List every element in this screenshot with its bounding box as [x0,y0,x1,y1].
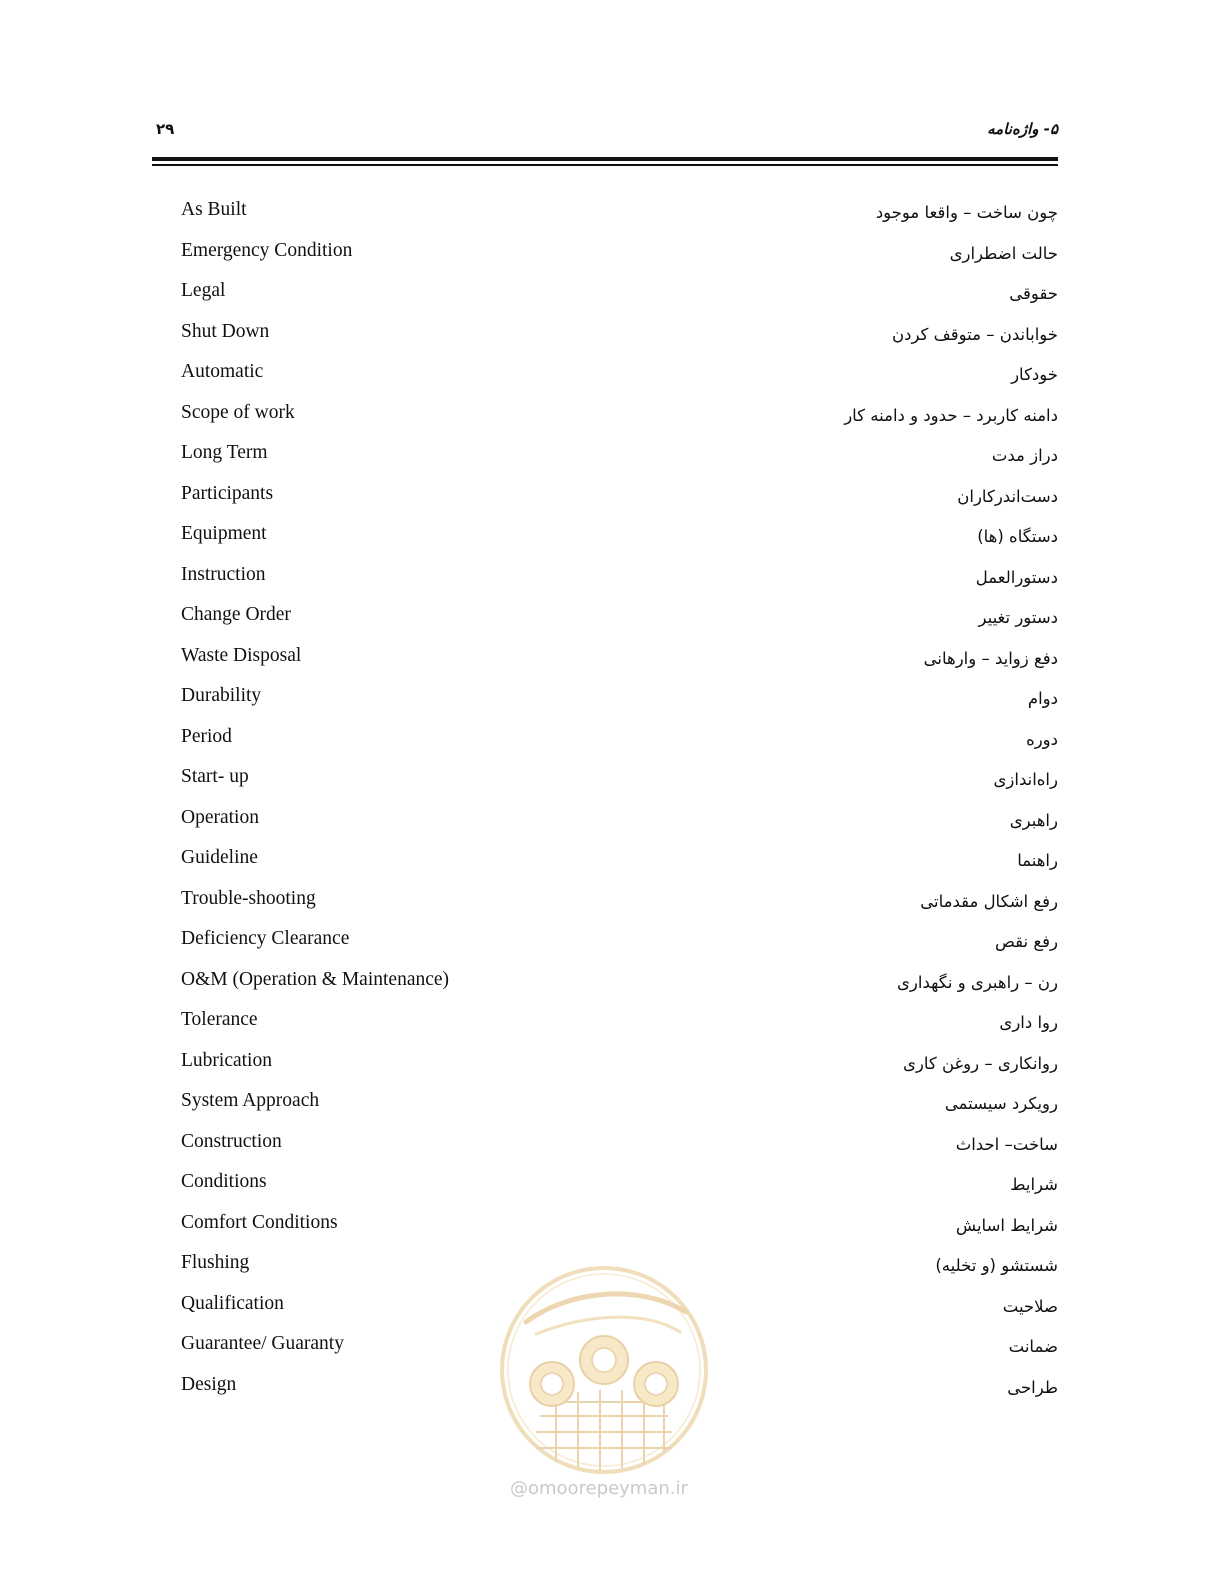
glossary-term-persian: راهبری [1009,810,1058,830]
glossary-term-english: Flushing [181,1252,250,1273]
glossary-term-persian: ساخت– احداث [955,1134,1058,1154]
glossary-row [181,1131,1058,1172]
glossary-term-english: Durability [181,685,262,706]
glossary-term-english: Legal [181,280,226,301]
glossary-term-persian: حالت اضطراری [949,243,1058,263]
glossary-term-persian: راهنما [1017,851,1058,870]
glossary-term-persian: صلاحیت [1002,1296,1058,1316]
glossary-term-persian: راه‌اندازی [993,770,1058,789]
glossary-row [181,442,1058,483]
glossary-row [181,1212,1058,1253]
glossary-term-english: Equipment [181,523,267,544]
glossary-term-persian: دراز مدت [991,446,1058,465]
glossary-term-persian: دستورالعمل [975,567,1058,587]
glossary-term-english: Tolerance [181,1009,258,1030]
glossary-row [181,685,1058,726]
watermark-logo-icon [496,1262,712,1512]
glossary-term-english: Long Term [181,442,268,463]
glossary-term-persian: شرایط [1010,1175,1058,1194]
watermark-site: @omoorepeyman.ir [510,1478,688,1499]
glossary-term-english: Emergency Condition [181,239,353,261]
glossary-term-persian: دفع زواید – وارهانی [923,648,1058,668]
glossary-term-persian: خودکار [1011,365,1058,384]
glossary-term-english: As Built [181,199,247,220]
glossary-term-english: Qualification [181,1292,284,1314]
glossary-term-persian: خواباندن – متوقف کردن [891,324,1058,344]
glossary-term-persian: رویکرد سیستمی [944,1094,1058,1113]
glossary-term-english: Waste Disposal [181,644,302,666]
glossary-term-english: Guideline [181,847,258,868]
glossary-term-english: Construction [181,1130,282,1152]
glossary-term-persian: روانکاری – روغن کاری [902,1053,1058,1073]
glossary-row [181,361,1058,402]
glossary-term-persian: طراحی [1007,1377,1058,1397]
glossary-term-persian: دستگاه (ها) [977,527,1058,546]
glossary-term-persian: دست‌اندرکاران [957,486,1058,506]
glossary-row [181,847,1058,888]
glossary-row [181,1009,1058,1050]
glossary-term-persian: دامنه کاربرد – حدود و دامنه کار [844,405,1058,425]
glossary-row [181,766,1058,807]
glossary-term-persian: حقوقی [1009,284,1058,303]
glossary-row [181,564,1058,605]
glossary-term-persian: رفع اشکال مقدماتی [920,891,1058,911]
glossary-row [181,726,1058,767]
glossary-row [181,604,1058,645]
glossary-term-english: O&M (Operation & Maintenance) [181,968,450,990]
glossary-row [181,280,1058,321]
glossary-term-english: Scope of work [181,401,295,423]
glossary-row [181,1050,1058,1091]
glossary-term-persian: رفع نقص [994,932,1058,951]
glossary-term-english: Period [181,725,232,747]
chapter-title: ۵- واژه‌نامه [987,120,1058,138]
glossary-term-persian: دوام [1027,689,1058,708]
glossary-term-english: Trouble-shooting [181,887,316,909]
glossary-term-english: Participants [181,482,274,504]
glossary-row [181,523,1058,564]
glossary-row [181,1090,1058,1131]
glossary-term-persian: روا داری [999,1013,1058,1032]
page-number: ۲۹ [156,120,175,138]
glossary-term-english: Deficiency Clearance [181,928,350,949]
glossary-row [181,1171,1058,1212]
glossary-term-persian: دستور تغییر [978,608,1058,627]
glossary-row [181,402,1058,443]
glossary-row [181,888,1058,929]
glossary-row [181,928,1058,969]
glossary-term-english: Conditions [181,1171,267,1192]
glossary-row [181,321,1058,362]
glossary-term-persian: شرایط اسایش [955,1215,1058,1235]
glossary-term-persian: ضمانت [1008,1337,1058,1356]
glossary-row [181,807,1058,848]
glossary-row [181,483,1058,524]
glossary-term-persian: چون ساخت – واقعا موجود [875,203,1058,222]
glossary-row [181,969,1058,1010]
glossary-term-english: Shut Down [181,320,270,342]
glossary-term-english: Design [181,1373,237,1395]
glossary-term-english: Lubrication [181,1049,272,1071]
glossary-term-english: Comfort Conditions [181,1211,338,1233]
glossary-term-persian: شستشو (و تخلیه) [935,1256,1058,1275]
glossary-term-persian: دوره [1026,729,1058,749]
glossary-row [181,240,1058,281]
glossary-term-english: Change Order [181,604,291,625]
glossary-term-persian: رن – راهبری و نگهداری [897,972,1058,992]
glossary-term-english: Guarantee/ Guaranty [181,1333,344,1354]
glossary-row [181,645,1058,686]
glossary-term-english: Operation [181,806,259,828]
glossary-term-english: Automatic [181,361,264,382]
glossary-term-english: System Approach [181,1090,320,1111]
glossary-row [181,199,1058,240]
glossary-term-english: Instruction [181,563,266,585]
glossary-term-english: Start- up [181,766,249,787]
